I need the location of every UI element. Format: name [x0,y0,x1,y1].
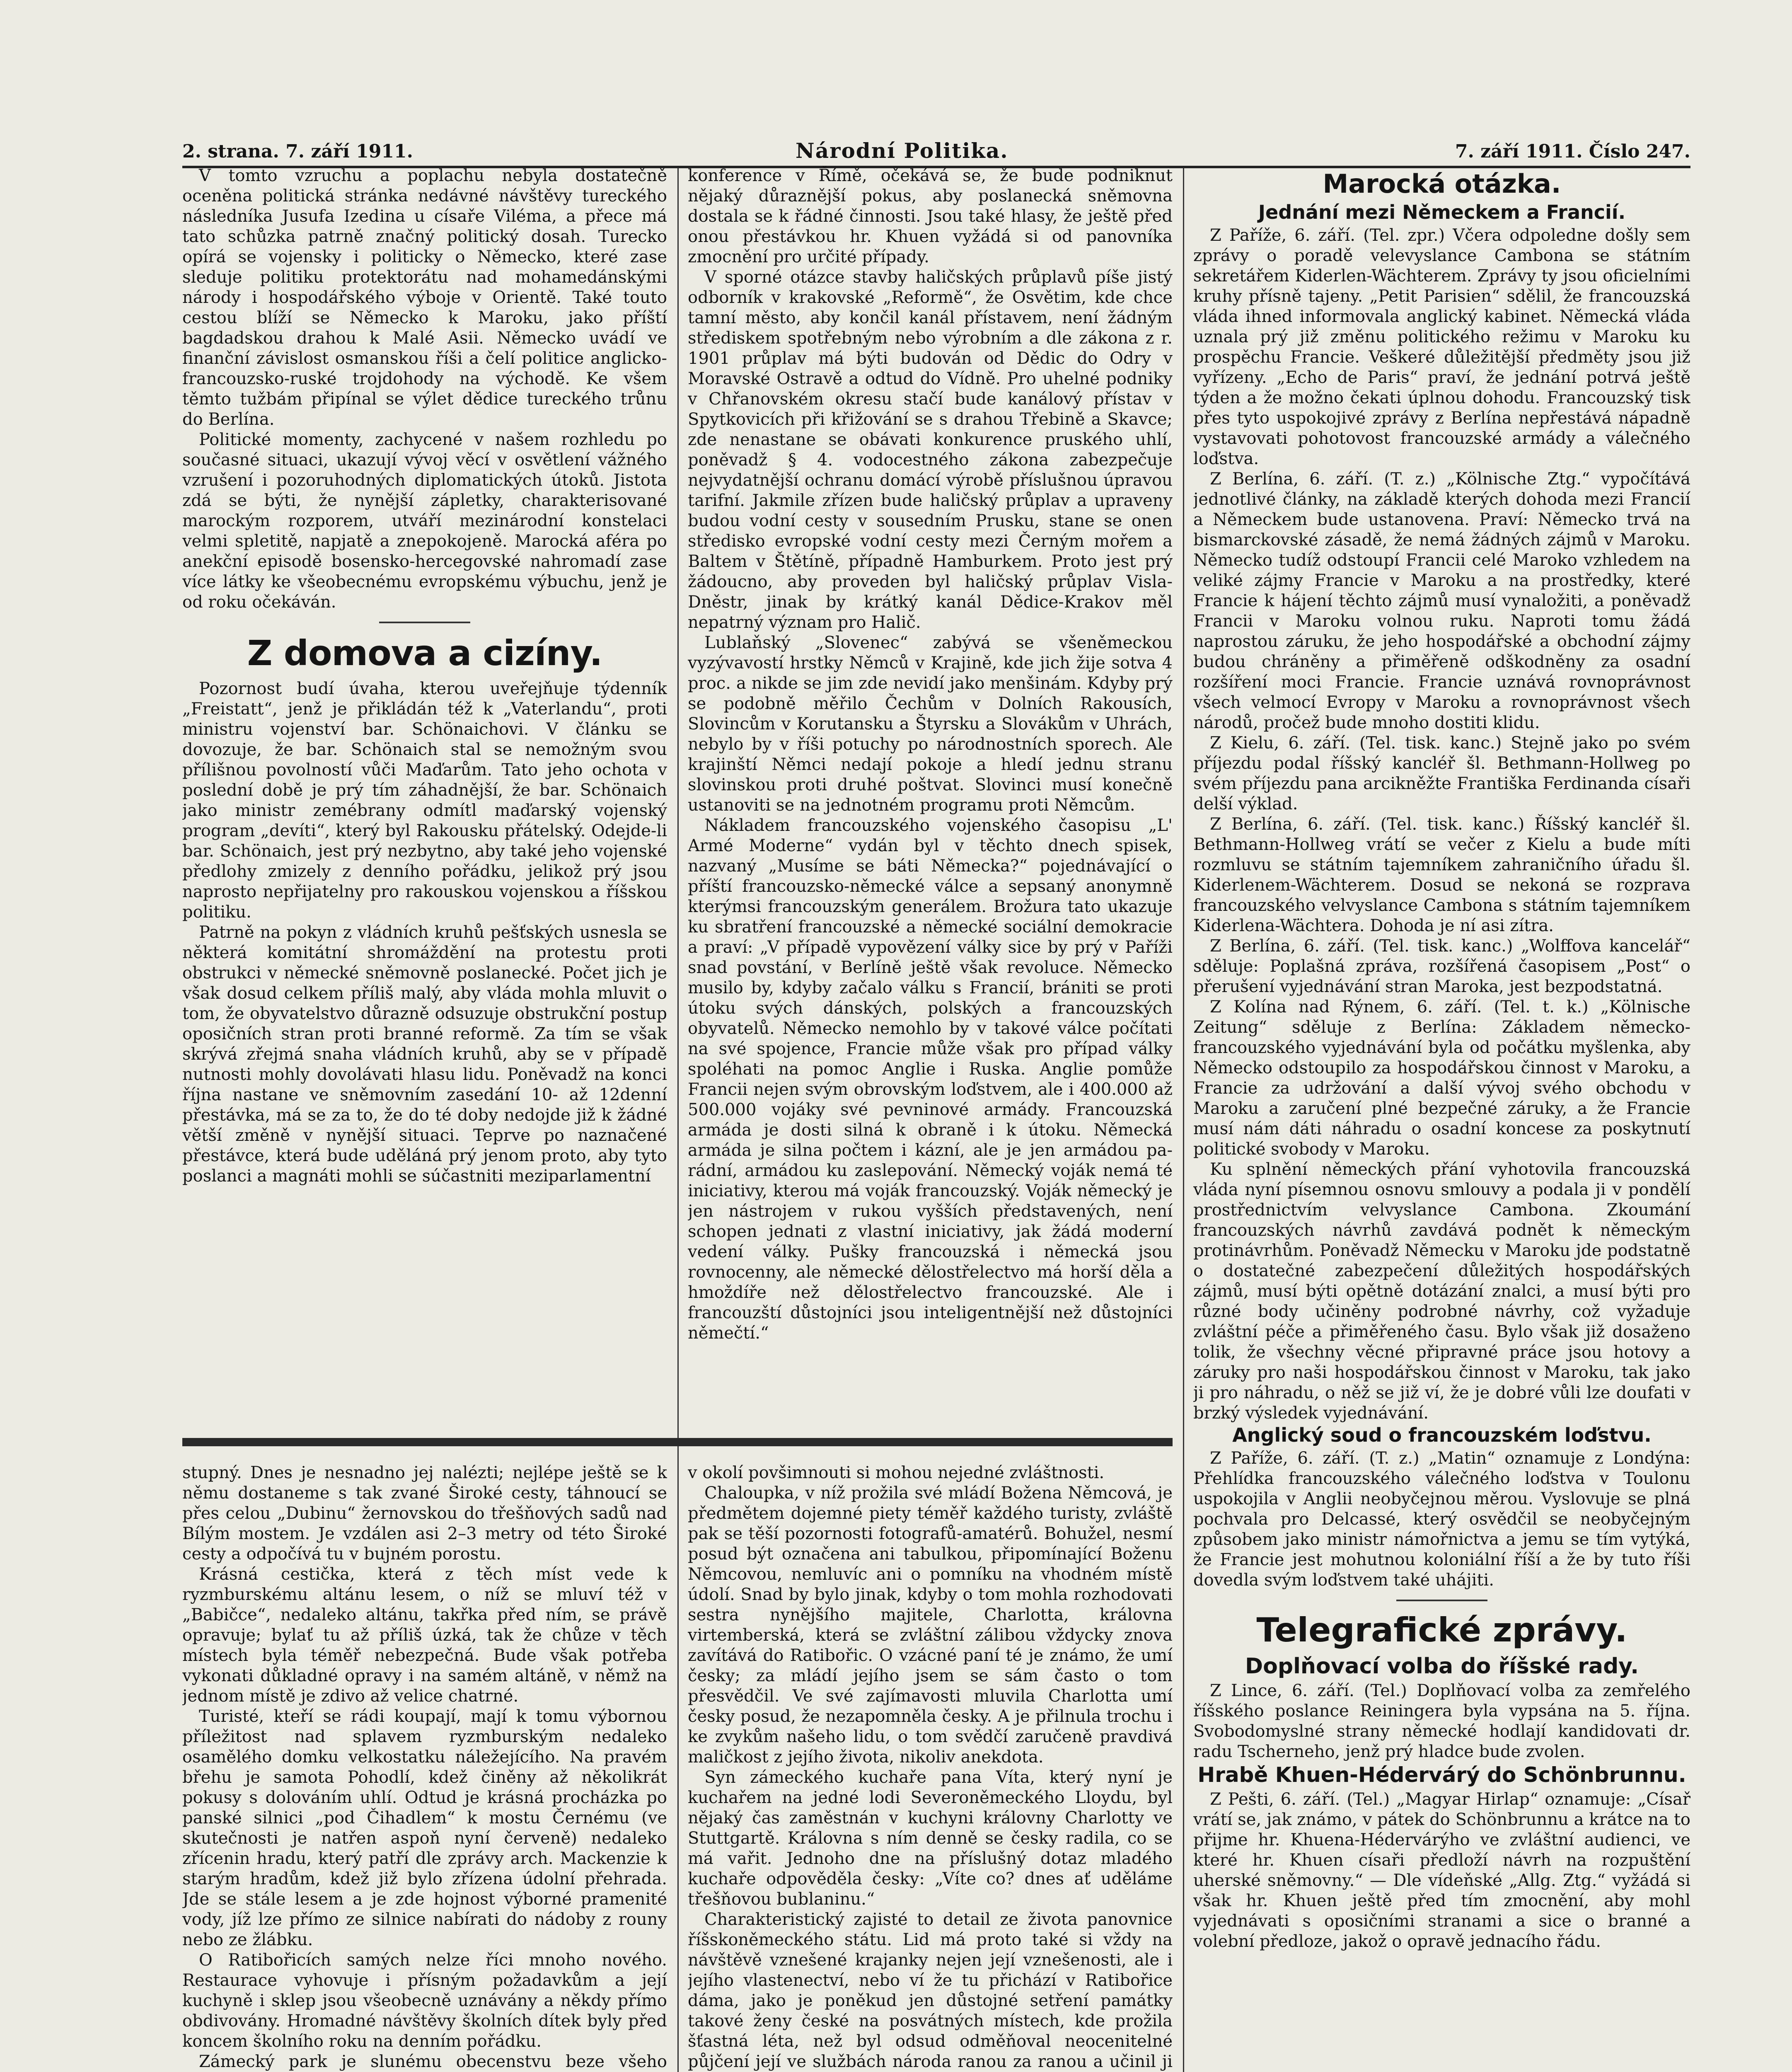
subheading: Doplňovací volba do říšské rady. [1245,1654,1639,1679]
paragraph: Z Kolína nad Rýnem, 6. září. (Tel. t. k.) „Kölnische Zeitung“ sděluje z Berlína: Základem německo-francouzského vyjednávání byla od počátku myšlenka, aby Německo odstoupilo za hospodářskou činnost v Maroku, a Francie za udržování a další vývoj svého obchodu v Maroku a zaručení plné bezpečné záruky, a že Francie musí nám dáti náhradu o osadní koncese za poskytnutí politické svobody v Maroku. [1193,997,1690,1159]
separator [379,622,470,623]
paragraph: V sporné otázce stavby haličských průplavů píše jistý odborník v krakovské „Reformě“, že Osvětim, kde chce tamní město, aby končil kanál přístavem, není žádným střediskem spotřebným nebo výrobním a dle zákona z r. 1901 průplav má býti budován od Dědic do Odry v Moravské Ostravě a odtud do Vídně. Pro uhelné podniky v Chřanovském okresu stačí bude kanálový přístav v Spytkovicích při křižování se s drahou Třebině a Skavce; zde nenastane se obávati konkurence pruského uhlí, poněvadž § 4. vodocestného zákona zabezpečuje nejvydatnější ochranu domácí výrobě příslušnou úpravou tarifní. Jakmile zřízen bude haličský průplav a upraveny budou vodní cesty v sousedním Prusku, stane se onen středisko evropské vodní cesty mezi Černým mořem a Baltem v Štětíně, případně Hamburkem. Proto jest prý žádoucno, aby proveden byl haličský průplav Visla-Dněstr, jinak by krátký kanál Dědice-Krakov měl nepatrný význam pro Halič. [688,268,1173,632]
paragraph: Turisté, kteří se rádi koupají, mají k tomu výbornou příležitost nad splavem ryzmburským nedaleko osamělého domku velkostatku náležejícího. Na pravém břehu je samota Pohodlí, kdež činěny až několikrát pokusy s dolováním uhlí. Odtud je krásná procházka po panské silnici „pod Čihadlem“ k mostu Černému (ve skutečnosti je natřen aspoň nyní červeně) nedaleko zřícenin hradu, který patří dle zprávy arch. Mackenzie k starým hradům, kdež již bylo zřízena údolní přehrada. Jde se stále lesem a je zde hojnost výborné pramenité vody, jíž lze přímo ze silnice nabírati do nádoby z rouny nebo ze žlábku. [182,1707,667,1949]
paragraph: Z Berlína, 6. září. (Tel. tisk. kanc.) „Wolffova kancelář“ sděluje: Poplašná zpráva, rozšířená časopisem „Post“ o přerušení vyjednávání stran Maroka, jest bezpodstatná. [1193,937,1690,996]
paragraph: Politické momenty, zachycené v našem rozhledu po současné situaci, ukazují vývoj věcí v osvětlení vážného vzrušení i pozoruhodných diplomatických útoků. Jistota zdá se býti, že nynější zápletky, charakterisované marockým rozporem, utváří mezinárodní konstelaci velmi spletitě, napjatě a znepokojeně. Marocká aféra po anekční episodě bosensko-hercegovské nahromadí zase více látky ke všeobecnému evropskému výbuchu, jenž je od roku očekáván. [182,430,667,612]
paragraph: Nákladem francouzského vojenského časopisu „L' Armé Moderne“ vydán byl v těchto dnech spisek, nazvaný „Musíme se báti Německa?“ pojednávající o příští francouzsko-německé válce a sepsaný anonymně kterýmsi francouzským generálem. Brožura tato ukazuje ku sbratření francouzské a německé sociální demokracie a praví: „V případě vypovězení války sice by prý v Paříži snad povstání, v Berlíně ještě však revoluce. Německo musilo by, kdyby začalo válku s Francií, brániti se proti útoku svých dánských, polských a francouzských obyvatelů. Německo nemohlo by v takové válce počítati na své spojence, Francie může však pro případ války spoléhati na pomoc Anglie i Ruska. Anglie pomůže Francii nejen svým obrovským loďstvem, ale i 400.000 až 500.000 vojáky své pevninové armády. Francouzská armáda je dosti silná k obraně i k útoku. Německá armáda je silna počtem i kázní, ale je jen armádou parádní, armádou ku zaslepování. Německý voják nemá té iniciativy, kterou má voják francouzský. Voják německý je jen nástrojem v rukou vyšších představených, není schopen jednati z vlastní iniciativy, jak žádá moderní vedení války. Pušky francouzská i německá jsou rovnocenny, ale německé dělostřelectvo má horší děla a hmoždíře než dělostřelectvo francouzské. Ale i francouzští důstojníci jsou inteligentnější než důstojníci němečtí.“ [688,816,1173,1343]
paragraph: stupný. Dnes je nesnadno jej nalézti; nejlépe ještě se k němu dostaneme s tak zvané Široké cesty, táhnoucí se přes celou „Dubinu“ žernovskou do třešňových sadů nad Bílým mostem. Je vzdálen asi 2–3 metry od této Široké cesty a odpočívá tu v bujném porostu. [182,1463,667,1564]
paragraph: Z Paříže, 6. září. (T. z.) „Matin“ oznamuje z Londýna: Přehlídka francouzského válečného loďstva v Toulonu uspokojila v Anglii neobyčejnou měrou. Vyslovuje se plná pochvala pro Delcassé, který osvědčil se neobyčejným způsobem jako ministr námořnictva a jemu se tím vytýká, že Francie jest mohutnou koloniální říší a že by tuto říši dovedla svým loďstvem také uhájiti. [1193,1449,1690,1590]
header-page-date: 2. strana. 7. září 1911. [182,141,413,162]
article-column-2 [688,166,1173,1426]
separator [1396,1600,1487,1601]
page-header [182,137,1690,168]
column-divider [1183,168,1184,2072]
subheading: Anglický soud o francouzském loďstvu. [1232,1424,1652,1446]
column-divider [677,168,679,2072]
paragraph: O Ratibořicích samých nelze říci mnoho nového. Restaurace vyhovuje i přísným požadavkům a její kuchyně i sklep jsou všeobecně uznávány a někdy přímo obdivovány. Hromadné návštěvy školních dítek byly před koncem školního roku na denním pořádku. [182,1951,667,2051]
paragraph: Krásná cestička, která z těch míst vede k ryzmburskému altánu lesem, o níž se mluví též v „Babičce“, nedaleko altánu, takřka před ním, se právě opravuje; bylať tu až příliš úzká, tak že chůze v těch místech byla téměř nebezpečná. Bude však potřeba vykonati důkladné opravy i na samém altáně, v němž na jednom místě je zdivo až velice chatrné. [182,1565,667,1706]
section-title: Z domova a cizíny. [247,633,602,673]
feuilleton-column-2 [688,1463,1173,2072]
section-title: Telegrafické zprávy. [1256,1611,1628,1649]
paragraph: v okolí povšimnouti si mohou nejedné zvláštnosti. [688,1463,1105,1482]
paragraph: Ku splnění německých přání vyhotovila francouzská vláda nyní písemnou osnovu smlouvy a podala ji v pondělí prostřednictvím velvyslance Cambona. Zkoumání francouzských návrhů zavdává podnět k německým protinávrhům. Poněvadž Německu v Maroku jde podstatně o dostatečné zabezpečení důležitých hospodářských zájmů, musí býti opětně dotázání znalci, a musí býti pro různé body učiněny podrobné návrhy, což vyžaduje zvláštní péče a přiměřeného času. Bylo však již dosaženo tolik, že všechny věcné připravné práce jsou hotovy a záruky pro naši hospodářskou činnost v Maroku, tak jako ji pro náhradu, o něž se již ví, že je dobré vůli lze doufati v brzký výsledek vyjednávání. [1193,1160,1690,1423]
paragraph: Z Paříže, 6. září. (Tel. zpr.) Včera odpoledne došly sem zprávy o poradě velevyslance Cambona se státním sekretářem Kiderlen-Wächterem. Zprávy ty jsou oficielními kruhy přísně tajeny. „Petit Parisien“ sdělil, že francouzská vláda ihned informovala anglický kabinet. Německá vláda uznala prý již změnu politického režimu v Maroku ku prospěchu Francie. Veškeré důležitější předměty jsou již vyřízeny. „Echo de Paris“ praví, že jednání potrvá ještě týden a že možno čekati úplnou dohodu. Francouzský tisk přes tyto uspokojivé zprávy z Berlína nepřestává nápadně vystavovati pohotovost francouzské armády a válečného loďstva. [1193,226,1690,468]
subheading: Hrabě Khuen-Hédervárý do Schönbrunnu. [1197,1763,1686,1787]
paragraph: Z Berlína, 6. září. (T. z.) „Kölnische Ztg.“ vypočítává jednotlivé články, na základě kterých dohoda mezi Francií a Německem bude ustanovena. Praví: Německo trvá na bismarckovské zásadě, že nemá žádných zájmů v Maroku. Německo tudíž odstoupí Francii celé Maroko vzhledem na veliké zájmy Francie v Maroku a na prostředky, které Francie k hájení těchto zájmů musí vynaložiti, a poněvadž Francii v Maroku volnou ruku. Naproti tomu žádá naprostou záruku, že jeho hospodářské a obchodní zájmy budou chráněny a přiměřeně odškodněny za osadní rozšíření moci Francie. Francie uznává rovnoprávnost všech velmocí Evropy v Maroku a rovnoprávnost všech národů, pročež bude mnoho dostiti klidu. [1193,470,1690,732]
paragraph: Charakteristický zajisté to detail ze života panovnice říšskoněmeckého státu. Lid má proto také si vždy na návštěvě vznešené krajanky nejen její vznešenosti, ale i jejího vlastenectví, nebo ví že tu přichází v Ratibořice dáma, jako je poněkud jen důstojné setření památky takové ženy české na posvátných místech, kde prožila šťastná léta, než byl odsud odměňoval neocenitelné půjčení její ve službách národa ranou za ranou a učinil ji [688,1910,1173,2071]
feuilleton-column-1 [182,1463,667,2072]
subheading: Jednání mezi Německem a Francií. [1258,201,1626,223]
paragraph: Chaloupka, v níž prožila své mládí Božena Němcová, je předmětem dojemné piety téměř každého turisty, zvláště pak se těší pozornosti fotografů-amatérů. Bohužel, nesmí posud být označena ani tabulkou, připomínající Boženu Němcovou, nemluvíc ani o pomníku na vhodném místě údolí. Snad by bylo jinak, kdyby o tom mohla rozhodovati sestra nynějšího majitele, Charlotta, královna virtemberská, která se zvláštní zálibou vždycky znova zavítává do Ratibořic. O vzácné paní té je známo, že umí česky; za mládí jejího jsem se sám často o tom přesvědčil. Ve své zajímavosti mluvila Charlotta umí česky posud, že nezapomněla česky. A je přilnula trochu i ke zvykům našeho lidu, o tom svědčí zaručeně pravdivá maličkost z jejího života, nikoliv anekdota. [688,1484,1173,1767]
paragraph: V tomto vzruchu a poplachu nebyla dostatečně oceněna politická stránka nedávné návštěvy tureckého následníka Jusufa Izedina u císaře Viléma, a přece má tato schůzka patrně značný politický dosah. Turecko opírá se vojensky i politicky o Německo, které zase sleduje politiku protektorátu nad mohamedánskými národy i hospodářského výboje v Orientě. Také touto cestou blíží se Německo k Maroku, jako příští bagdadskou drahou k Malé Asii. Německo uvádí ve finanční závislost osmanskou říši a čelí politice anglicko-francouzsko-ruské trojdohody na východě. Ke všem těmto tužbám připínal se výlet dědice tureckého trůnu do Berlína. [182,166,667,429]
header-issue-number: 7. září 1911. Číslo 247. [1455,141,1690,162]
section-heading: Marocká otázka. [1323,169,1561,199]
article-column-1 [182,166,667,1426]
paragraph: Lublaňský „Slovenec“ zabývá se všeněmeckou vyzývavostí hrstky Němců v Krajině, kde jich žije sotva 4 proc. a nikde se jim zde nevidí jako menšinám. Kdyby prý se podobně měřilo Čechům v Dolních Rakousích, Slovincům v Korutansku a Štyrsku a Slovákům v Uhrách, nebylo by v říši potuchy po národnostních sporech. Ale krajinští Němci nedají pokoje a hledí jednu stranu slovinskou proti druhé poštvat. Slovinci musí konečně ustanoviti se na jednotném programu proti Němcům. [688,633,1173,815]
paragraph: Z Berlína, 6. září. (Tel. tisk. kanc.) Říšský kancléř šl. Bethmann-Hollweg vrátí se večer z Kielu a bude míti rozmluvu se státním tajemníkem zahraničního úřadu šl. Kiderlenem-Wächterem. Dosud se nekoná se rozprava francouzského velvyslance Cambona s státním tajemníkem Kiderlena-Wächtera. Dohoda je ní asi zítra. [1193,815,1690,935]
article-column-3 [1193,166,1690,2072]
paragraph: Pozornost budí úvaha, kterou uveřejňuje týdenník „Freistatt“, jenž je přikládán též k „Vaterlandu“, proti ministru vojenství bar. Schönaichovi. V článku se dovozuje, že bar. Schönaich stal se nemožným svou přílišnou povolností vůči Maďarům. Tato jeho ochota v poslední době je prý tím záhadnější, že bar. Schönaich jako ministr zemébrany odmítl maďarský vojenský program „devíti“, který byl Rakousku přátelský. Odejde-li bar. Schönaich, jest prý nezbytno, aby také jeho vojenské předlohy zmizely z denního pořádku, jelikož prý jsou naprosto nepřijatelny pro rakouskou vojenskou a říšskou politiku. [182,679,667,922]
masthead-title: Národní Politika. [796,138,1008,163]
paragraph: Patrně na pokyn z vládních kruhů pešťských usnesla se některá komitátní shromáždění na protestu proti obstrukci v německé sněmovně poslanecké. Počet jich je však dosud celkem příliš malý, aby vláda mohla mluvit o tom, že obyvatelstvo důrazně odsuzuje obstrukční postup oposičních stran proti branné reformě. Za tím se však skrývá zřejmá snaha vládních kruhů, aby se v případě nutnosti mohly dovolávati hlasu lidu. Poněvadž na konci října nastane ve sněmovním zasedání 10- až 12denní přestávka, má se za to, že do té doby nedojde již k žádné větší změně v nynější situaci. Teprve po naznačené přestávce, která bude uděláná prý jenom proto, aby tyto poslanci a magnáti mohli se súčastniti meziparlamentní [182,923,667,1186]
paragraph: Z Kielu, 6. září. (Tel. tisk. kanc.) Stejně jako po svém příjezdu podal říšský kancléř šl. Bethmann-Hollweg po svém příjezdu pana arcikněžte Františka Ferdinanda císaři delší výklad. [1193,733,1690,813]
feuilleton-rule [182,1438,1173,1446]
paragraph: Z Pešti, 6. září. (Tel.) „Magyar Hirlap“ oznamuje: „Císař vrátí se, jak známo, v pátek do Schönbrunnu a krátce na to přijme hr. Khuena-Hédervárýho ve zvláštní audienci, ve které hr. Khuen císaři předloží návrh na rozpuštění uherské sněmovny.“ — Dle vídeňské „Allg. Ztg.“ vyžádá si však hr. Khuen ještě před tím zmocnění, aby mohl vyjednávati s oposičními stranami a sice o branné a volební předloze, jakož o opravě jednacího řádu. [1193,1790,1690,1951]
paragraph: Z Lince, 6. září. (Tel.) Doplňovací volba za zemřelého říšského poslance Reiningera byla vypsána na 5. října. Svobodomyslné strany německé hodlají kandidovati dr. radu Tscherneho, jenž prý hladce bude zvolen. [1193,1681,1690,1761]
paragraph: Syn zámeckého kuchaře pana Víta, který nyní je kuchařem na jedné lodi Severoněmeckého Lloydu, byl nějaký čas zaměstnán v kuchyni královny Charlotty ve Stuttgartě. Královna s ním denně se česky radila, co se má vařit. Jednoho dne na příslušný dotaz mladého kuchaře odpověděla česky: „Víte co? dnes ať uděláme třešňovou bublaninu.“ [688,1768,1173,1909]
paragraph: Zámecký park je slunému obecenstvu beze všeho [199,2052,667,2071]
paragraph: konference v Římě, očekává se, že bude podniknut nějaký důraznější pokus, aby poslanecká sněmovna dostala se k řádné činnosti. Jsou také hlasy, že ještě před onou přestávkou hr. Khuen vyžádá si od panovníka zmocnění pro určité případy. [688,166,1173,266]
